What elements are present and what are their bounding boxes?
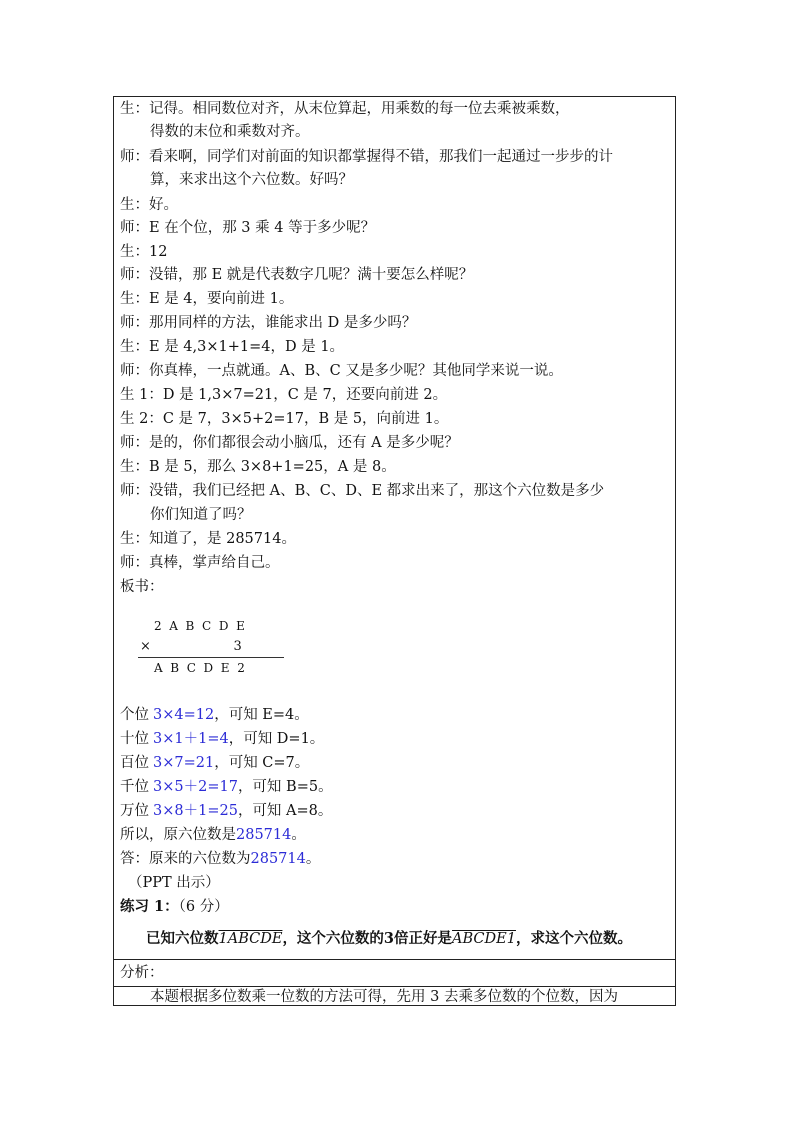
step-result: ，可知 C=7。 <box>214 755 310 771</box>
calc-step <box>120 777 333 797</box>
calc-row-product: A B C D E 2 <box>154 661 245 675</box>
dialogue-line: 生：E 是 4，要向前进 1。 <box>120 291 294 307</box>
dialogue-line: 师：是的，你们都很会动小脑瓜，还有 A 是多少呢？ <box>120 435 459 451</box>
step-expression: 3×4=12 <box>153 707 215 723</box>
calc-step <box>120 753 309 773</box>
dialogue-line: 师：你真棒，一点就通。A、B、C 又是多少呢？其他同学来说一说。 <box>120 363 563 379</box>
step-result: ，可知 B=5。 <box>237 779 333 795</box>
problem-number-2: ABCDE1 <box>452 931 516 947</box>
step-result: ，可知 D=1。 <box>228 731 325 747</box>
dialogue-line: 生：E 是 4,3×1+1=4，D 是 1。 <box>120 339 345 355</box>
step-expression: 3×7=21 <box>153 755 215 771</box>
calc-divider-line <box>138 657 284 658</box>
problem-text-3: ，求这个六位数。 <box>515 930 632 947</box>
dialogue-line: 生：知道了，是 285714。 <box>120 531 296 547</box>
step-label: 万位 <box>120 803 149 819</box>
dialogue-line: 师：看来啊，同学们对前面的知识都掌握得不错，那我们一起通过一步步的计 <box>120 149 613 165</box>
lesson-table-cell <box>113 96 676 1006</box>
problem-text-1: 已知六位数 <box>146 930 219 947</box>
conclusion-prefix: 所以，原六位数是 <box>120 827 236 843</box>
dialogue-line: 师：没错，那 E 就是代表数字几呢？满十要怎么样呢？ <box>120 267 474 283</box>
dialogue-line: 你们知道了吗？ <box>150 507 252 523</box>
calc-row-multiplicand: 2 A B C D E <box>154 619 245 633</box>
dialogue-line: 师：E 在个位，那 3 乘 4 等于多少呢？ <box>120 220 376 236</box>
conclusion-suffix: 。 <box>291 827 306 843</box>
conclusion-value: 285714 <box>236 827 292 843</box>
step-label: 个位 <box>120 707 149 723</box>
dialogue-line: 生：B 是 5，那么 3×8+1=25，A 是 8。 <box>120 459 396 475</box>
dialogue-line: 得数的末位和乘数对齐。 <box>150 124 310 140</box>
answer-prefix: 答：原来的六位数为 <box>120 851 251 867</box>
step-expression: 3×5＋2=17 <box>153 779 238 795</box>
row-divider <box>114 959 675 960</box>
calc-step <box>120 729 324 749</box>
dialogue-line: 算，来求出这个六位数。好吗？ <box>150 172 353 188</box>
analysis-label: 分析： <box>120 965 164 981</box>
exercise-heading <box>120 897 229 917</box>
calc-row-multiplier: × 3 <box>140 639 242 654</box>
step-expression: 3×8＋1=25 <box>153 803 238 819</box>
answer-value: 285714 <box>250 851 306 867</box>
problem-number-1: 1ABCDE <box>218 931 283 947</box>
dialogue-line: 板书： <box>120 579 164 595</box>
dialogue-line: 师：那用同样的方法，谁能求出 D 是多少吗？ <box>120 315 417 331</box>
exercise-points: （6 分） <box>178 899 229 915</box>
dialogue-line: 师：真棒，掌声给自己。 <box>120 555 280 571</box>
dialogue-line: 生：记得。相同数位对齐，从末位算起，用乘数的每一位去乘被乘数， <box>120 101 570 117</box>
answer-suffix: 。 <box>305 851 321 867</box>
dialogue-line: 生 1：D 是 1,3×7=21，C 是 7，还要向前进 2。 <box>120 387 448 403</box>
dialogue-line: 生：12 <box>120 244 168 260</box>
step-label: 千位 <box>120 779 149 795</box>
step-label: 百位 <box>120 755 149 771</box>
step-result: ，可知 A=8。 <box>237 803 333 819</box>
conclusion-line <box>120 825 306 845</box>
dialogue-line: 生 2：C 是 7，3×5+2=17，B 是 5，向前进 1。 <box>120 411 449 427</box>
step-result: ，可知 E=4。 <box>214 707 309 723</box>
problem-text-2: ，这个六位数的3倍正好是 <box>282 930 453 947</box>
answer-line <box>120 849 320 869</box>
dialogue-line: 师：没错，我们已经把 A、B、C、D、E 都求出来了，那这个六位数是多少 <box>120 483 605 499</box>
step-expression: 3×1＋1=4 <box>153 731 229 747</box>
ppt-note: （PPT 出示） <box>128 875 220 891</box>
calc-step <box>120 705 309 725</box>
dialogue-line: 生：好。 <box>120 197 178 213</box>
exercise-problem <box>146 929 632 949</box>
step-label: 十位 <box>120 731 149 747</box>
analysis-text: 本题根据多位数乘一位数的方法可得，先用 3 去乘多位数的个位数，因为 <box>150 989 618 1005</box>
exercise-title: 练习 1： <box>120 898 179 915</box>
calc-step <box>120 801 332 821</box>
